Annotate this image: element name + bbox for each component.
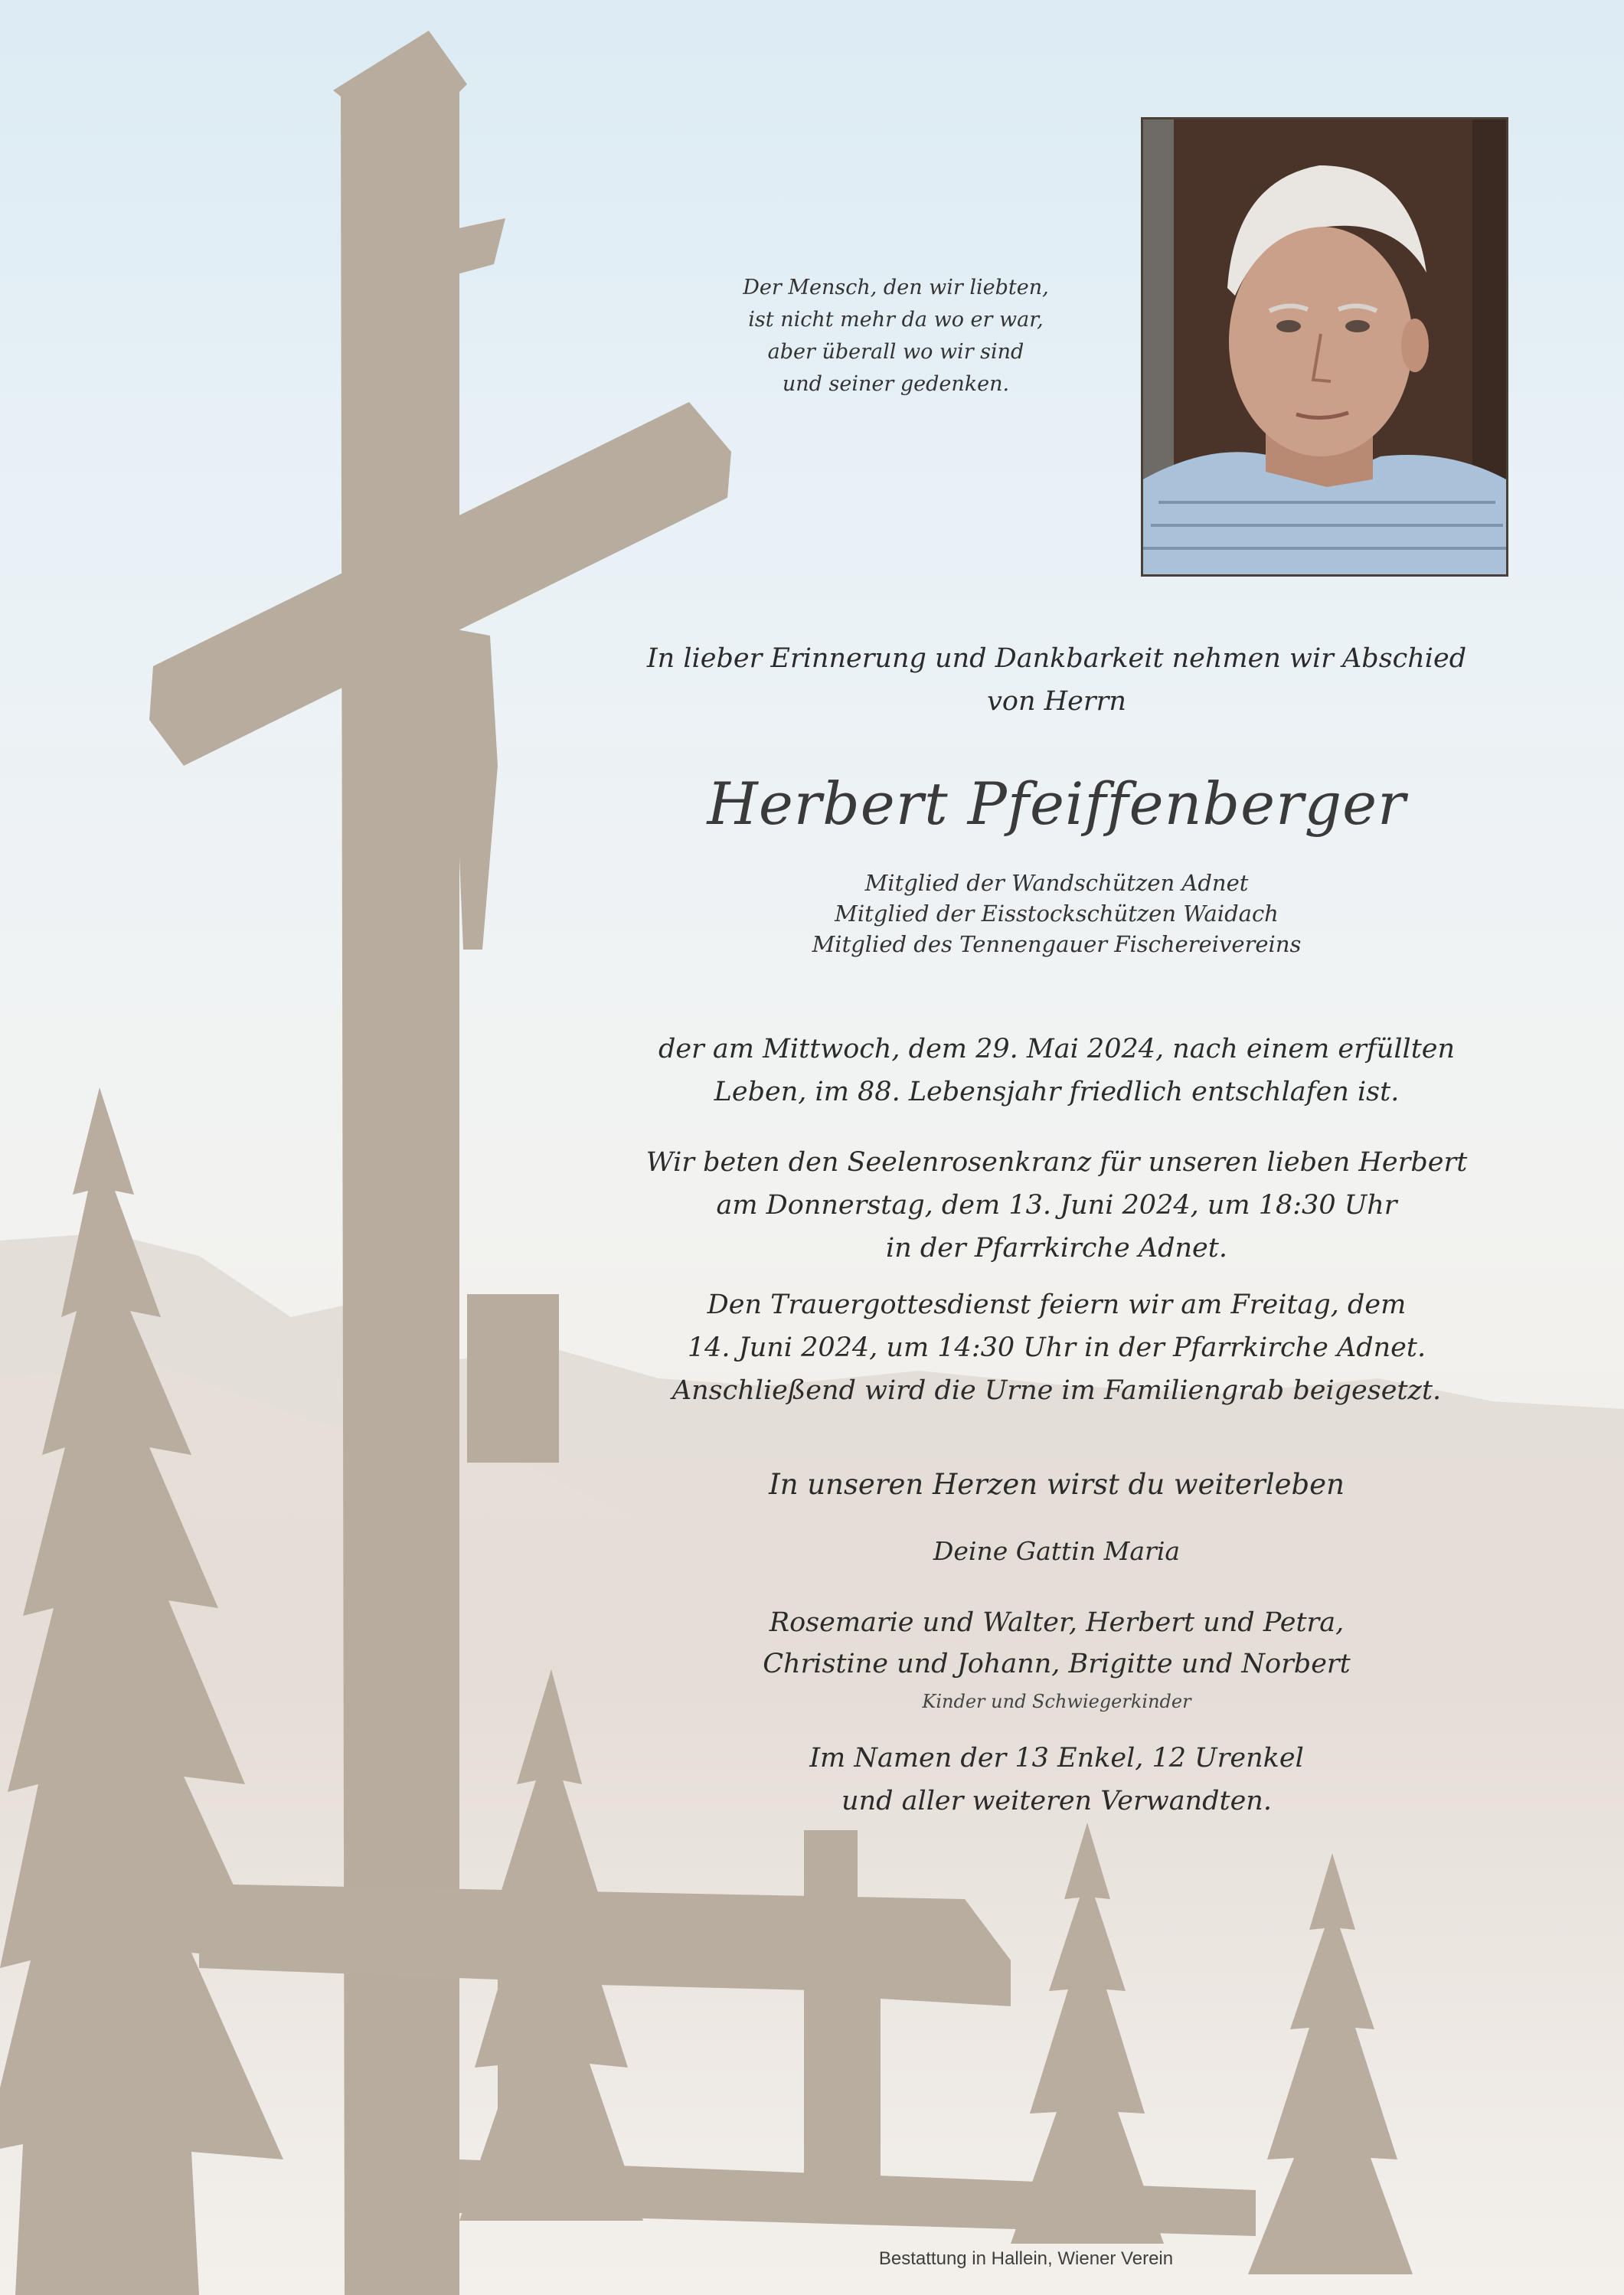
memorial-quote bbox=[681, 272, 1110, 400]
rosary-line: in der Pfarrkirche Adnet. bbox=[886, 1233, 1227, 1264]
closing-text bbox=[582, 1737, 1531, 1823]
membership-item: Mitglied der Wandschützen Adnet bbox=[864, 870, 1249, 896]
closing-line: Im Namen der 13 Enkel, 12 Urenkel bbox=[809, 1743, 1304, 1774]
funeral-line: Anschließend wird die Urne im Familiengrab beigesetzt. bbox=[671, 1375, 1442, 1406]
rosary-line: am Donnerstag, dem 13. Juni 2024, um 18:30 Uhr bbox=[716, 1190, 1397, 1221]
motto: In unseren Herzen wirst du weiterleben bbox=[769, 1468, 1345, 1501]
funeral-line: 14. Juni 2024, um 14:30 Uhr in der Pfarrkirche Adnet. bbox=[687, 1332, 1426, 1363]
portrait-photo bbox=[1141, 117, 1508, 577]
membership-item: Mitglied der Eisstockschützen Waidach bbox=[835, 901, 1279, 927]
portrait-image bbox=[1143, 119, 1506, 574]
mourner-spouse: Deine Gattin Maria bbox=[933, 1536, 1181, 1566]
quote-line: Der Mensch, den wir liebten, bbox=[743, 276, 1049, 299]
children-line: Rosemarie und Walter, Herbert und Petra, bbox=[769, 1607, 1345, 1638]
memberships-list bbox=[582, 868, 1531, 960]
funeral-notice bbox=[582, 1283, 1531, 1412]
deceased-name: Herbert Pfeiffenberger bbox=[707, 770, 1407, 838]
intro-line: In lieber Erinnerung und Dankbarkeit nehmen wir Abschied bbox=[646, 643, 1467, 674]
children-caption: Kinder und Schwiegerkinder bbox=[922, 1691, 1191, 1712]
funeral-line: Den Trauergottesdienst feiern wir am Freitag, dem bbox=[707, 1290, 1407, 1320]
funeral-home-footer: Bestattung in Hallein, Wiener Verein bbox=[878, 2248, 1174, 2269]
death-notice bbox=[582, 1028, 1531, 1113]
children-line: Christine und Johann, Brigitte und Norbert bbox=[763, 1649, 1351, 1679]
bench-post bbox=[804, 1830, 858, 2190]
intro-text bbox=[582, 637, 1531, 723]
rosary-notice bbox=[582, 1141, 1531, 1270]
intro-line: von Herrn bbox=[987, 686, 1126, 717]
rosary-line: Wir beten den Seelenrosenkranz für unseren lieben Herbert bbox=[645, 1147, 1468, 1178]
membership-item: Mitglied des Tennengauer Fischereivereins bbox=[812, 931, 1302, 957]
mourner-children bbox=[582, 1602, 1531, 1685]
death-notice-line: Leben, im 88. Lebensjahr friedlich entschlafen ist. bbox=[714, 1077, 1400, 1107]
closing-line: und aller weiteren Verwandten. bbox=[841, 1786, 1272, 1816]
quote-line: und seiner gedenken. bbox=[782, 372, 1010, 396]
death-notice-line: der am Mittwoch, dem 29. Mai 2024, nach einem erfüllten bbox=[658, 1034, 1456, 1064]
quote-line: aber überall wo wir sind bbox=[767, 340, 1024, 364]
quote-line: ist nicht mehr da wo er war, bbox=[748, 308, 1044, 332]
